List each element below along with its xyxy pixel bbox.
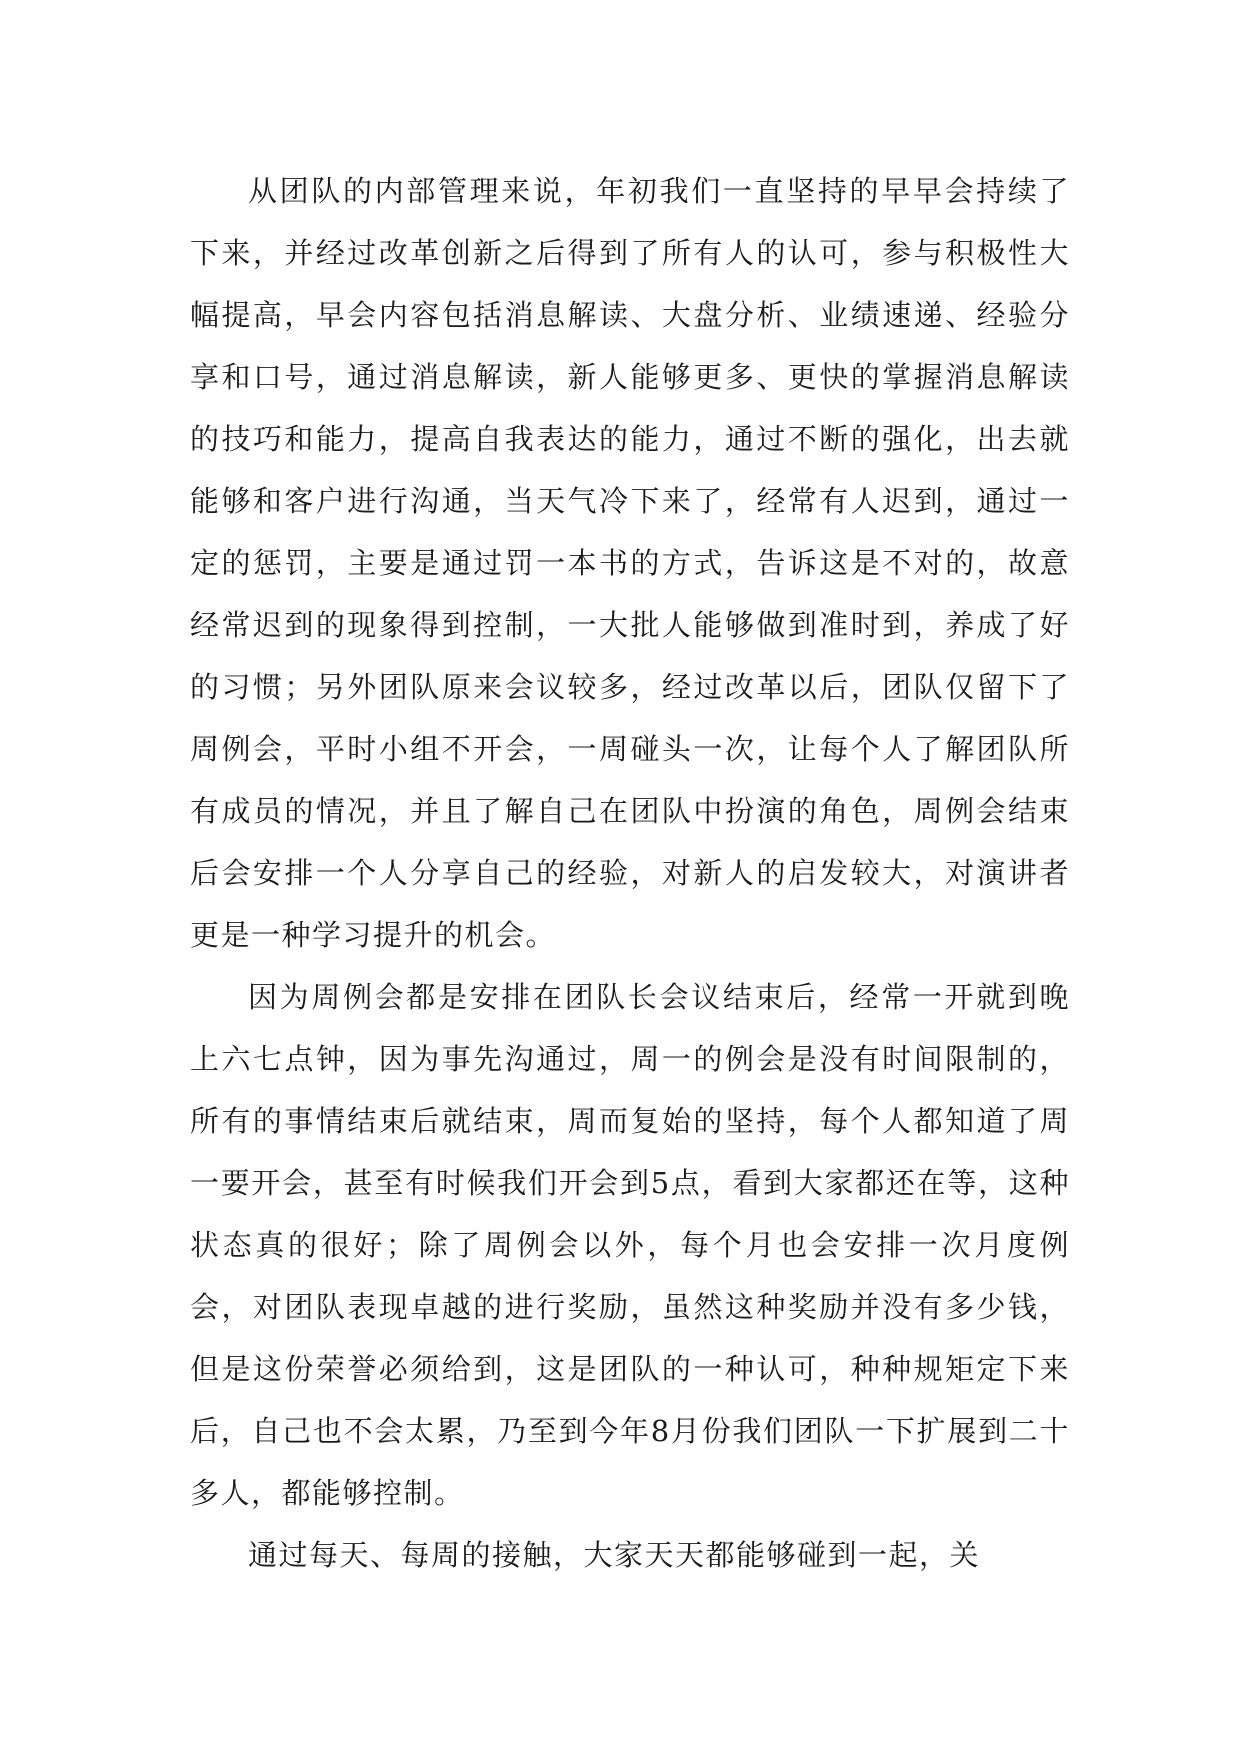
- document-body: [190, 160, 1070, 1586]
- paragraph-weekly-meeting: 因为周例会都是安排在团队长会议结束后，经常一开就到晚上六七点钟，因为事先沟通过，周一的例会是没有时间限制的，所有的事情结束后就结束，周而复始的坚持，每个人都知道了周一要开会，甚至有时候我们开会到5点，看到大家都还在等，这种状态真的很好；除了周例会以外，每个月也会安排一次月度例会，对团队表现卓越的进行奖励，虽然这种奖励并没有多少钱，但是这份荣誉必须给到，这是团队的一种认可，种种规矩定下来后，自己也不会太累，乃至到今年8月份我们团队一下扩展到二十多人，都能够控制。: [190, 980, 1070, 1510]
- paragraph-daily-contact: 通过每天、每周的接触，大家天天都能够碰到一起，关: [248, 1538, 981, 1572]
- paragraph-internal-management: 从团队的内部管理来说，年初我们一直坚持的早早会持续了下来，并经过改革创新之后得到了所有人的认可，参与积极性大幅提高，早会内容包括消息解读、大盘分析、业绩速递、经验分享和口号，通过消息解读，新人能够更多、更快的掌握消息解读的技巧和能力，提高自我表达的能力，通过不断的强化，出去就能够和客户进行沟通，当天气冷下来了，经常有人迟到，通过一定的惩罚，主要是通过罚一本书的方式，告诉这是不对的，故意经常迟到的现象得到控制，一大批人能够做到准时到，养成了好的习惯；另外团队原来会议较多，经过改革以后，团队仅留下了周例会，平时小组不开会，一周碰头一次，让每个人了解团队所有成员的情况，并且了解自己在团队中扮演的角色，周例会结束后会安排一个人分享自己的经验，对新人的启发较大，对演讲者更是一种学习提升的机会。: [190, 174, 1070, 952]
